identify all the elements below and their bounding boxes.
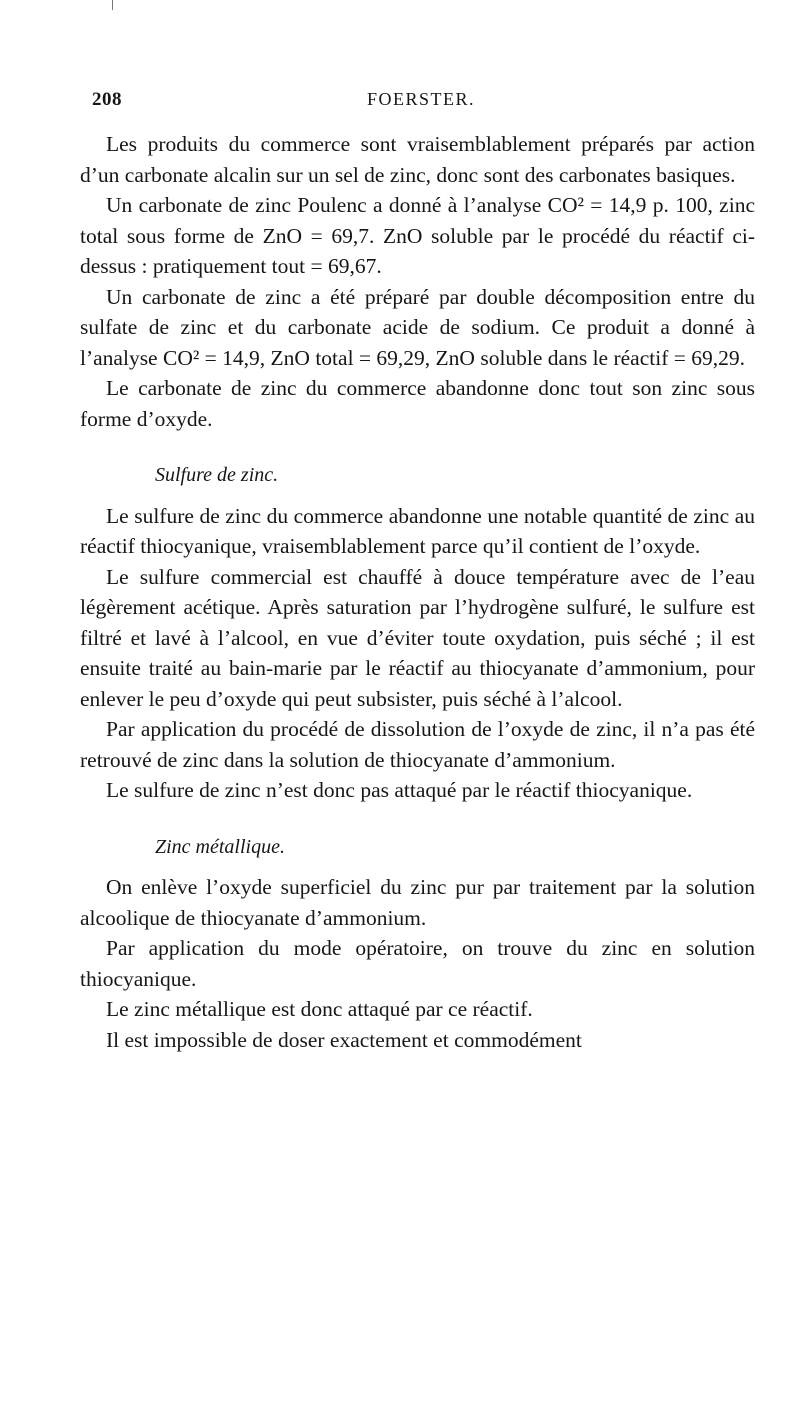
page-header (92, 89, 757, 113)
section-heading-sulfure: Sulfure de zinc. (155, 464, 279, 486)
running-head: FOERSTER. (367, 89, 476, 109)
page-edge-mark (112, 0, 113, 10)
paragraph-sulfure-dissolution: Par application du procédé de dissolution de l’oxyde de zinc, il n’a pas été retrouvé de zinc dans la solution de thiocyanate d’ammonium. (80, 717, 755, 772)
paragraph-sulfure-commerce: Le sulfure de zinc du commerce abandonne une notable quantité de zinc au réactif thiocyanique, vraisemblablement parce qu’il contient de l’oxyde. (80, 503, 755, 558)
page-number: 208 (92, 89, 122, 110)
paragraph-carbonates-commerce: Les produits du commerce sont vraisemblablement préparés par action d’un carbonate alcalin sur un sel de zinc, donc sont des carbonates basiques. (80, 132, 755, 187)
paragraph-carbonate-poulenc: Un carbonate de zinc Poulenc a donné à l’analyse CO² = 14,9 p. 100, zinc total sous forme de ZnO = 69,7. ZnO soluble par le procédé du réactif ci-dessus : pratiquement tout = 69,67. (80, 193, 755, 278)
paragraph-zinc-oxyde: On enlève l’oxyde superficiel du zinc pur par traitement par la solution alcoolique de thiocyanate d’ammonium. (80, 875, 755, 930)
paragraph-sulfure-conclusion: Le sulfure de zinc n’est donc pas attaqué par le réactif thiocyanique. (106, 778, 693, 802)
paragraph-carbonate-prepare: Un carbonate de zinc a été préparé par double décomposition entre du sulfate de zinc et du carbonate acide de sodium. Ce produit a donné à l’analyse CO² = 14,9, ZnO total = 69,29, ZnO soluble dans le réactif = 69,29. (80, 284, 755, 370)
paragraph-carbonate-conclusion: Le carbonate de zinc du commerce abandonne donc tout son zinc sous forme d’oxyde. (80, 376, 755, 431)
paragraph-sulfure-commercial: Le sulfure commercial est chauffé à douce température avec de l’eau légèrement acétique. Après saturation par l’hydrogène sulfuré, le sulfure est filtré et lavé à l’alcool, en vue d’éviter toute oxydation, puis séché ; il est ensuite traité au bain-marie par le réactif au thiocyanate d’ammonium, pour enlever le peu d’oxyde qui peut subsister, puis séché à l’alcool. (80, 564, 755, 711)
paragraph-zinc-conclusion: Le zinc métallique est donc attaqué par ce réactif. (106, 997, 533, 1021)
paragraph-zinc-impossible: Il est impossible de doser exactement et commodément (106, 1027, 582, 1052)
body-text (80, 129, 755, 1055)
paragraph-zinc-application: Par application du mode opératoire, on trouve du zinc en solution thiocyanique. (80, 936, 755, 991)
section-heading-zinc-metallique: Zinc métallique. (155, 835, 285, 858)
